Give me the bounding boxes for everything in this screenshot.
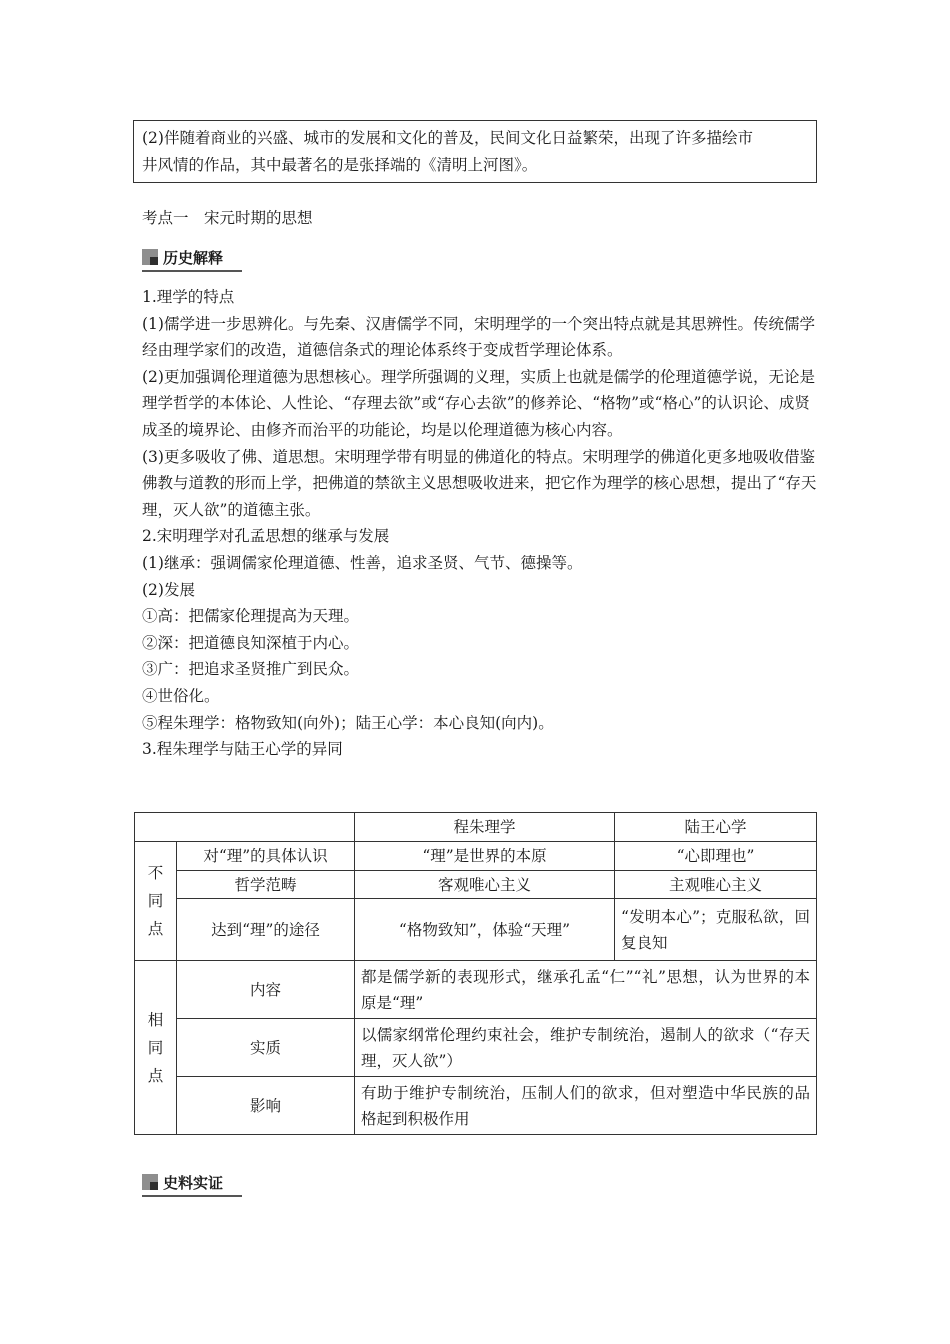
intro-box [133,120,817,183]
section-underline [142,270,242,272]
table-row [135,961,817,1019]
paragraph: (3)更多吸收了佛、道思想。宋明理学带有明显的佛道化的特点。宋明理学的佛道化更多地吸收借鉴佛教与道教的形而上学，把佛道的禁欲主义思想吸收进来，把它作为理学的核心思想，提出了“存天理，灭人欲”的道德主张。 [142,447,817,519]
same-item: 内容 [177,961,355,1019]
paragraph: (1)儒学进一步思辨化。与先秦、汉唐儒学不同，宋明理学的一个突出特点就是其思辨性。传统儒学经由理学家们的改造，道德信条式的理论体系终于变成哲学理论体系。 [142,314,815,360]
diff-luwang: “发明本心”；克服私欲，回复良知 [615,899,817,961]
section-header-history-interpretation [142,245,223,269]
diff-chengzhu: “理”是世界的本原 [355,842,615,871]
section-underline [142,1195,242,1197]
diff-item: 对“理”的具体认识 [177,842,355,871]
diff-label-cell [135,842,177,961]
paragraph: (2)发展 [142,580,195,599]
section-square-icon [142,1174,158,1190]
diff-chengzhu: “格物致知”，体验“天理” [355,899,615,961]
diff-luwang: “心即理也” [615,842,817,871]
same-item: 实质 [177,1019,355,1077]
section-square-icon [142,249,158,265]
diff-item: 哲学范畴 [177,871,355,899]
header-luwang: 陆王心学 [615,813,817,842]
table-row [135,899,817,961]
intro-line-1: (2)伴随着商业的兴盛、城市的发展和文化的普及，民间文化日益繁荣，出现了许多描绘市 [142,129,753,147]
same-text: 以儒家纲常伦理约束社会，维护专制统治，遏制人的欲求（“存天理，灭人欲”） [355,1019,817,1077]
table-row [135,871,817,899]
table-corner-cell [135,813,355,842]
table-header-row [135,813,817,842]
same-text: 有助于维护专制统治，压制人们的欲求，但对塑造中华民族的品格起到积极作用 [355,1077,817,1135]
table-row [135,1077,817,1135]
paragraph: ⑤程朱理学：格物致知(向外)；陆王心学：本心良知(向内)。 [142,713,554,732]
header-chengzhu: 程朱理学 [355,813,615,842]
diff-chengzhu: 客观唯心主义 [355,871,615,899]
intro-line-2: 井风情的作品，其中最著名的是张择端的《清明上河图》。 [142,156,538,174]
body-text [142,284,818,763]
paragraph: (1)继承：强调儒家伦理道德、性善，追求圣贤、气节、德操等。 [142,553,583,572]
diff-label: 不同点 [147,864,164,938]
same-item: 影响 [177,1077,355,1135]
same-label: 相同点 [147,1010,164,1085]
same-text: 都是儒学新的表现形式，继承孔孟“仁”“礼”思想，认为世界的本原是“理” [355,961,817,1019]
paragraph: (2)更加强调伦理道德为思想核心。理学所强调的义理，实质上也就是儒学的伦理道德学说，无论是理学哲学的本体论、人性论、“存理去欲”或“存心去欲”的修养论、“格物”或“格心”的认识论、成贤成圣的境界论、由修齐而治平的功能论，均是以伦理道德为核心内容。 [142,367,815,439]
paragraph: 3.程朱理学与陆王心学的异同 [142,740,343,759]
section-title: 历史解释 [163,248,224,267]
same-label-cell [135,961,177,1135]
paragraph: 1.理学的特点 [142,288,235,306]
paragraph: ④世俗化。 [142,686,220,705]
paragraph: ②深：把道德良知深植于内心。 [142,633,360,652]
table-row [135,1019,817,1077]
paragraph: ①高：把儒家伦理提高为天理。 [142,607,360,626]
paragraph: 2.宋明理学对孔孟思想的继承与发展 [142,527,390,546]
section-title: 史料实证 [163,1173,224,1192]
table-row [135,842,817,871]
diff-item: 达到“理”的途径 [177,899,355,961]
paragraph: ③广：把追求圣贤推广到民众。 [142,660,360,679]
section-header-source-evidence [142,1170,223,1194]
exam-point-title: 考点一 宋元时期的思想 [142,209,313,227]
diff-luwang: 主观唯心主义 [615,871,817,899]
comparison-table [134,812,817,1135]
